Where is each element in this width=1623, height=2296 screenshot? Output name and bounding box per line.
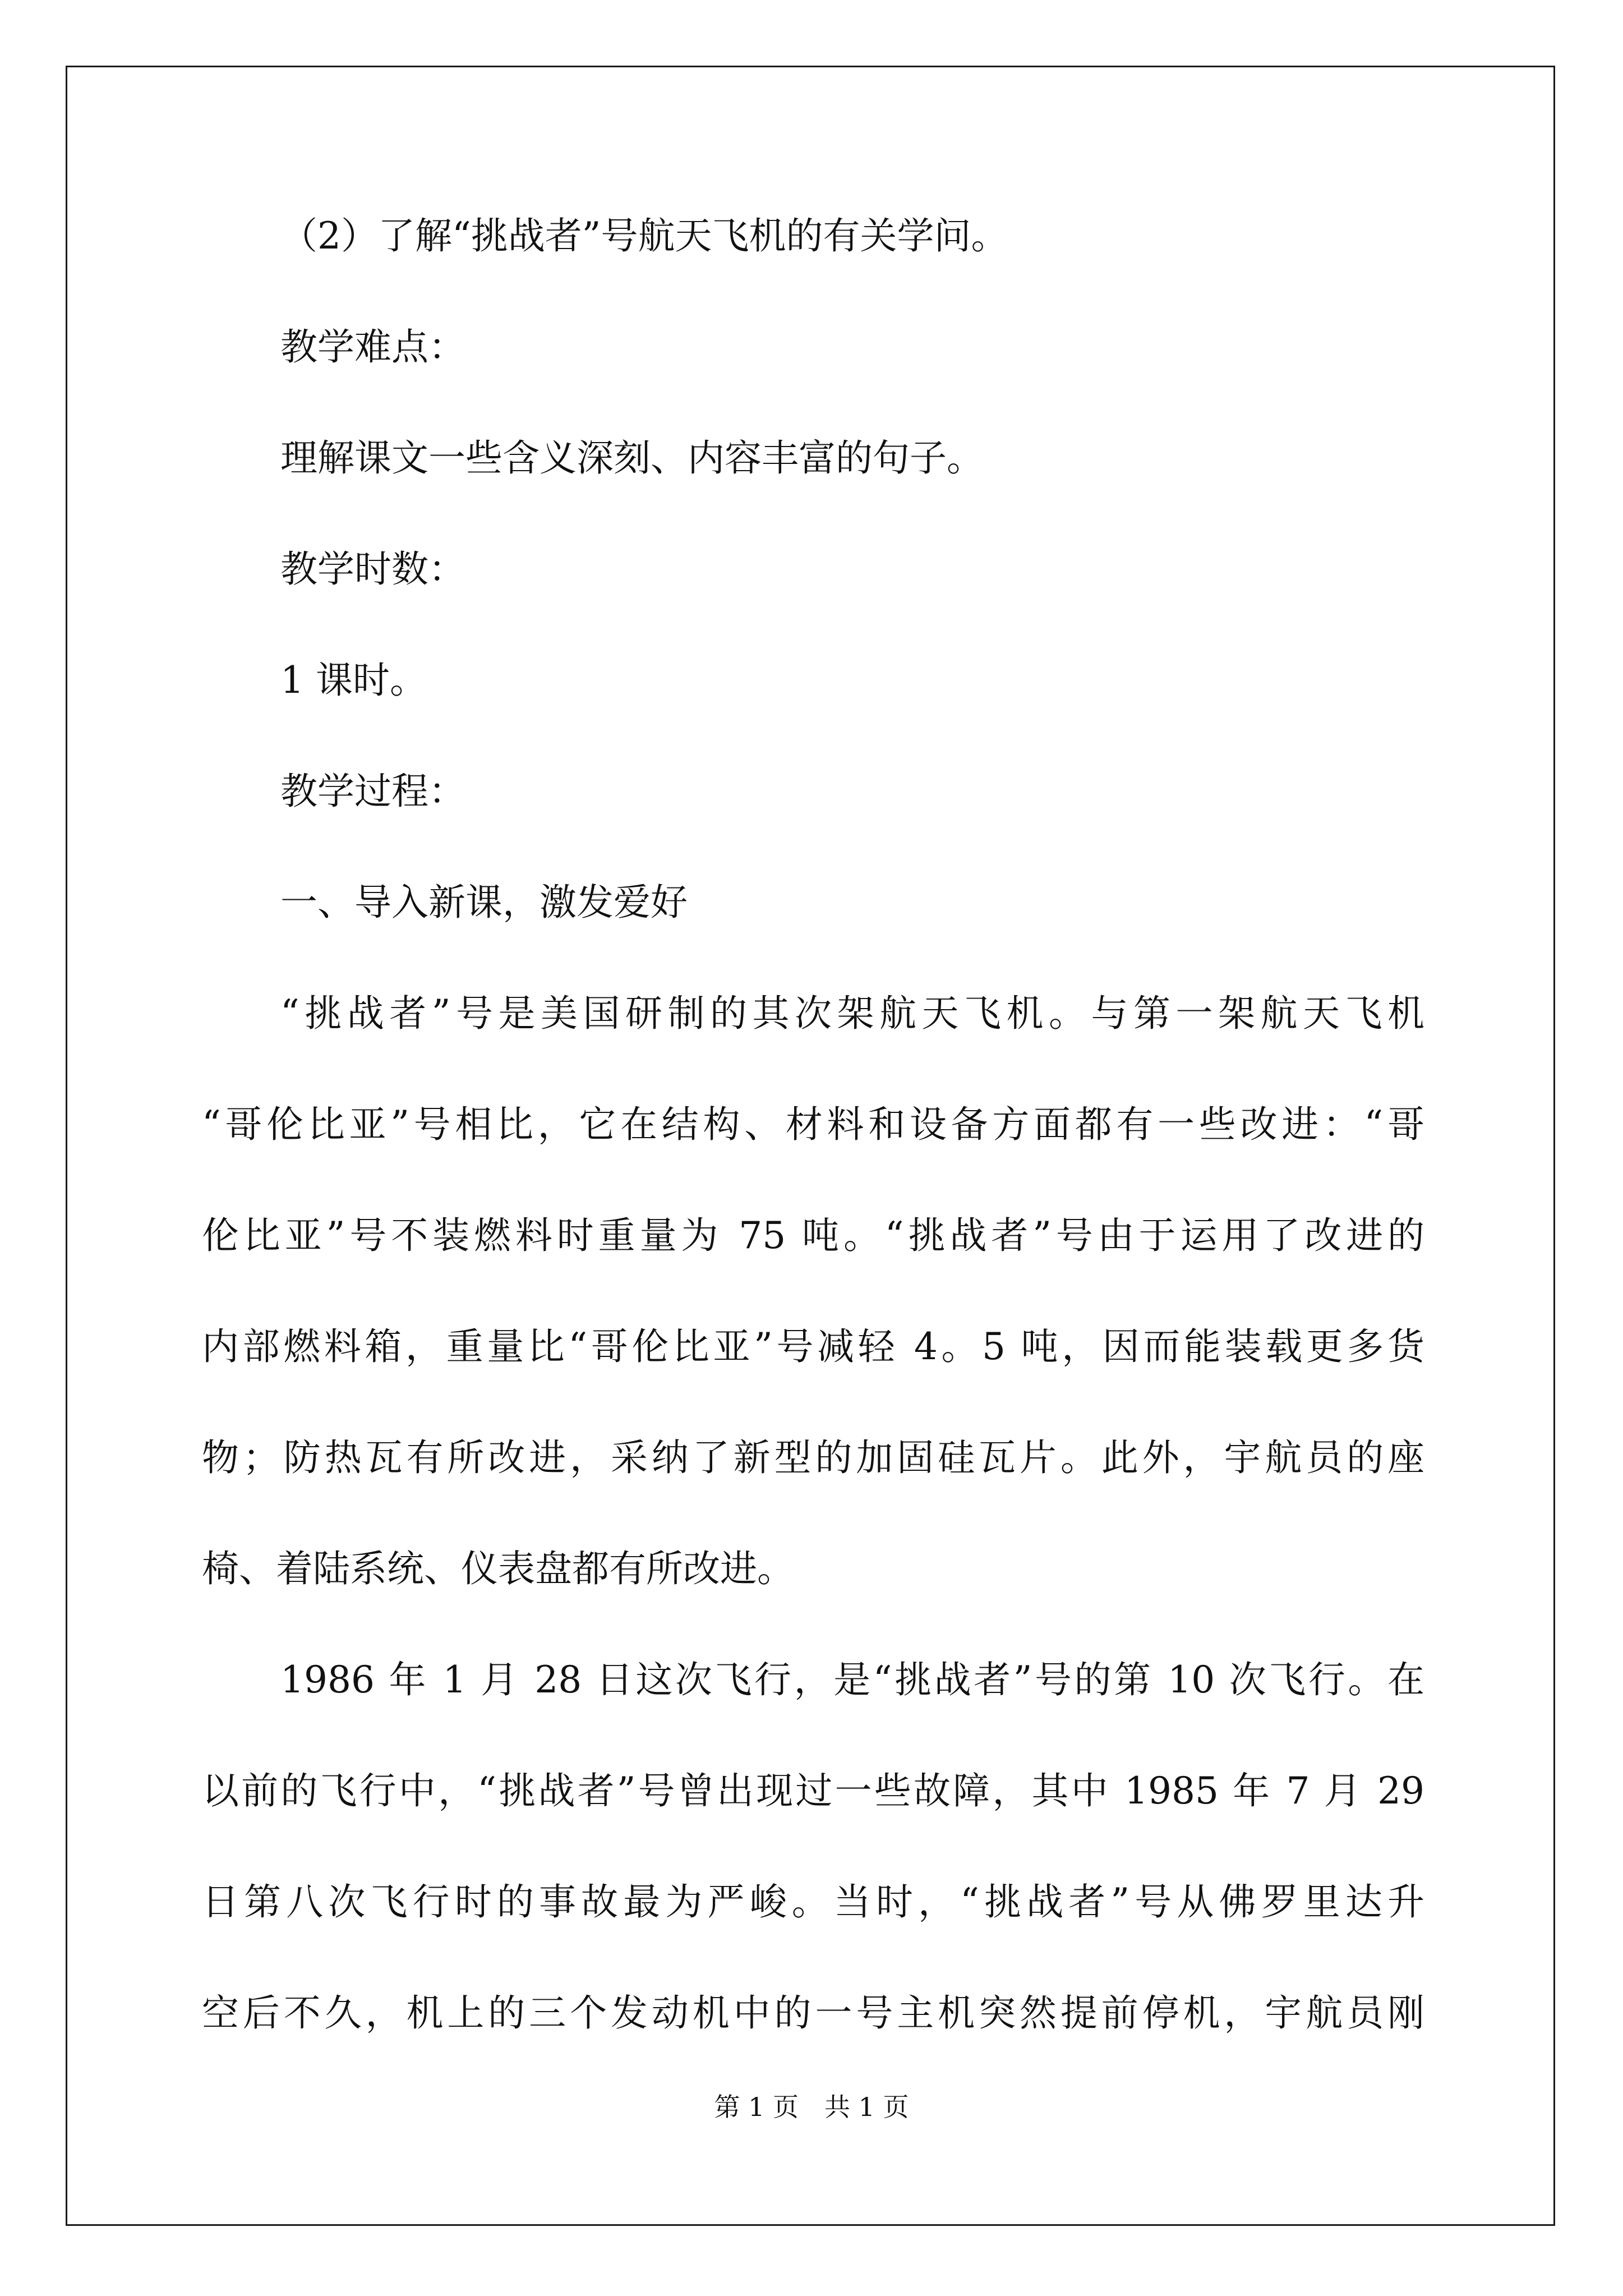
page-footer: 第 1 页 共 1 页	[714, 2092, 909, 2122]
paragraph-line: 内部燃料箱，重量比“哥伦比亚”号减轻 4。5 吨，因而能装载更多货	[202, 1325, 1424, 1368]
section-heading: 教学难点：	[280, 325, 465, 369]
paragraph-line: “哥伦比亚”号相比，它在结构、材料和设备方面都有一些改进：“哥	[202, 1103, 1424, 1146]
section-heading: 教学过程：	[280, 770, 465, 813]
paragraph-line: 伦比亚”号不装燃料时重量为 75 吨。“挑战者”号由于运用了改进的	[202, 1214, 1424, 1257]
paragraph-line: 1986 年 1 月 28 日这次飞行，是“挑战者”号的第 10 次飞行。在	[280, 1658, 1424, 1701]
paragraph-line: 以前的飞行中，“挑战者”号曾出现过一些故障，其中 1985 年 7 月 29	[202, 1769, 1424, 1812]
section-heading: 一、导入新课，激发爱好	[280, 881, 688, 924]
paragraph-line: （2）了解“挑战者”号航天飞机的有关学问。	[280, 214, 1008, 257]
paragraph-line: 理解课文一些含义深刻、内容丰富的句子。	[280, 436, 984, 480]
paragraph-line: 1 课时。	[280, 659, 427, 702]
paragraph-line: 空后不久，机上的三个发动机中的一号主机突然提前停机，宇航员刚	[202, 1991, 1424, 2035]
paragraph-line: 物；防热瓦有所改进，采纳了新型的加固硅瓦片。此外，宇航员的座	[202, 1436, 1424, 1479]
paragraph-line: 日第八次飞行时的事故最为严峻。当时，“挑战者”号从佛罗里达升	[202, 1880, 1424, 1924]
paragraph-line: “挑战者”号是美国研制的其次架航天飞机。与第一架航天飞机	[280, 992, 1424, 1035]
paragraph-line: 椅、着陆系统、仪表盘都有所改进。	[202, 1547, 794, 1590]
section-heading: 教学时数：	[280, 547, 465, 591]
